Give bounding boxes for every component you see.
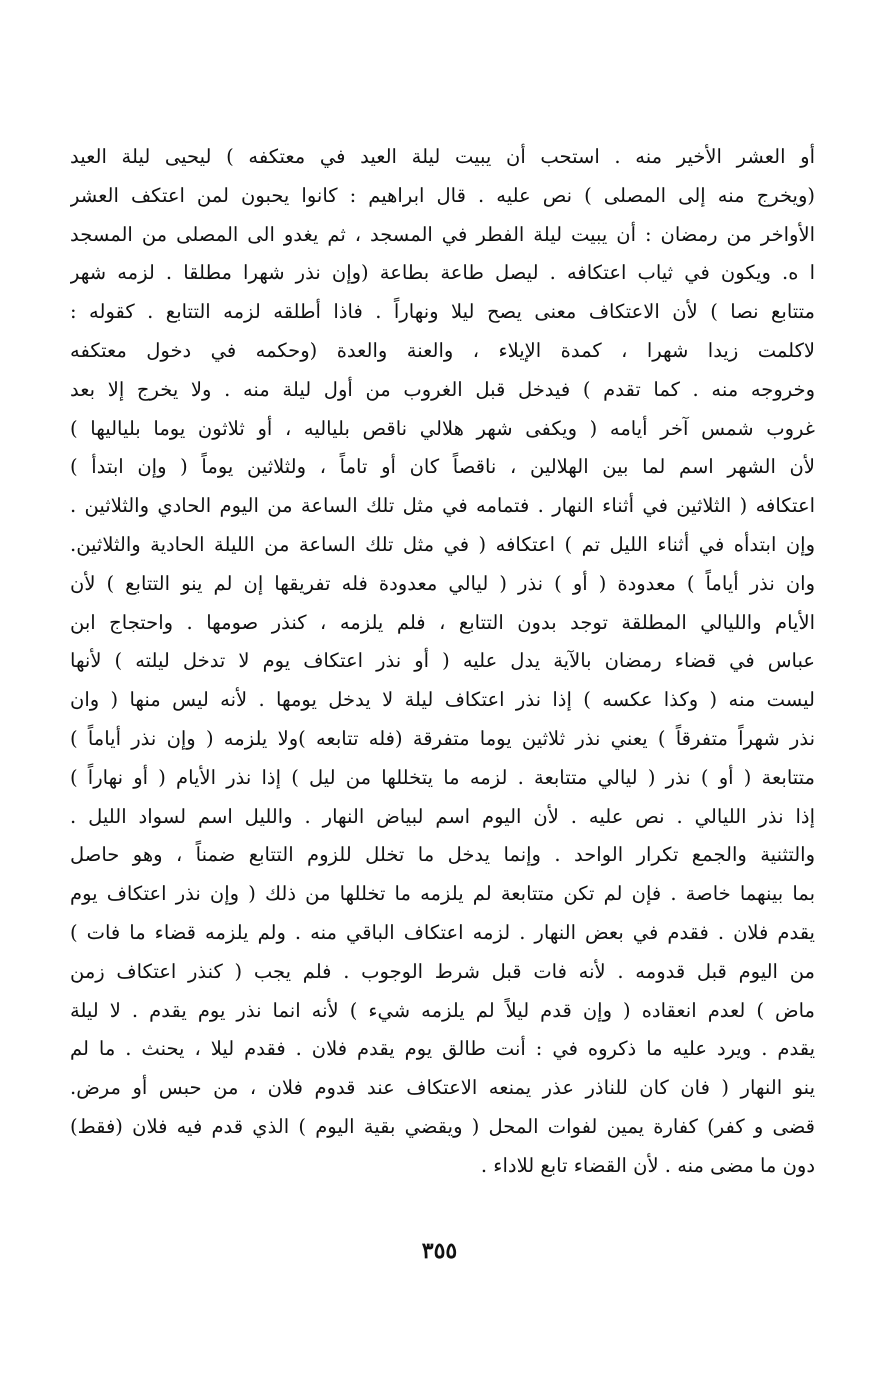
text-line: لاكلمت زيدا شهرا ، كمدة الإيلاء ، والعنة والعدة (وحكمه في دخول معتكفه [70, 338, 815, 362]
text-line: عباس في قضاء رمضان بالآية يدل عليه ( أو نذر اعتكاف يوم لا تدخل ليلته ) لأنها [70, 649, 815, 673]
text-line: والتثنية والجمع تكرار الواحد . وإنما يدخل ما تخلل للزوم التتابع ضمناً ، وهو حاصل [70, 843, 815, 867]
text-line: ينو النهار ( فان كان للناذر عذر يمنعه الاعتكاف عند قدوم فلان ، من حبس أو مرض. [70, 1076, 815, 1100]
text-line: يقدم . ويرد عليه ما ذكروه في : أنت طالق يوم يقدم فلان . فقدم ليلا ، يحنث . ما لم [70, 1037, 815, 1061]
text-line: اعتكافه ( الثلاثين في أثناء النهار . فتمامه في مثل تلك الساعة من اليوم الحادي والثلاثين . [70, 494, 815, 518]
text-line: وإن ابتدأه في أثناء الليل تم ) اعتكافه ( في مثل تلك الساعة من الليلة الحادية والثلاثين. [70, 532, 815, 556]
text-line: من اليوم قبل قدومه . لأنه فات قبل شرط الوجوب . فلم يجب ( كنذر اعتكاف زمن [70, 959, 815, 983]
text-line: أو العشر الأخير منه . استحب أن يبيت ليلة العيد في معتكفه ) ليحيى ليلة العيد [70, 145, 815, 168]
text-line: (ويخرج منه إلى المصلى ) نص عليه . قال ابراهيم : كانوا يحبون لمن اعتكف العشر [70, 183, 815, 207]
text-line: غروب شمس آخر أيامه ( ويكفى شهر هلالي ناقص بلياليه ، أو ثلاثون يوما بلياليها ) [70, 416, 815, 440]
text-line: ماض ) لعدم انعقاده ( وإن قدم ليلاً لم يلزمه شيء ) لأنه انما نذر يوم يقدم . لا ليلة [70, 998, 815, 1022]
text-line: وخروجه منه . كما تقدم ) فيدخل قبل الغروب من أول ليلة منه . ولا يخرج إلا بعد [70, 377, 815, 401]
text-line: لأن الشهر اسم لما بين الهلالين ، ناقصاً كان أو تاماً ، ولثلاثين يوماً ( وإن ابتدأ ) [70, 455, 815, 479]
text-line: متتابع نصا ) لأن الاعتكاف معنى يصح ليلا ونهاراً . فاذا أطلقه لزمه التتابع . كقوله : [70, 300, 815, 324]
text-line: الأواخر من رمضان : أن يبيت ليلة الفطر في المسجد ، ثم يغدو الى المصلى من المسجد [70, 222, 815, 246]
text-line: وان نذر أياماً ) معدودة ( أو ) نذر ( ليالي معدودة فله تفريقها إن لم ينو التتابع ) لأن [70, 571, 815, 595]
text-line: نذر شهراً متفرقاً ) يعني نذر ثلاثين يوما متفرقة (فله تتابعه )ولا يلزمه ( وإن نذر أياماً ) [70, 726, 815, 750]
text-line: يقدم فلان . فقدم في بعض النهار . لزمه اعتكاف الباقي منه . ولم يلزمه قضاء ما فات ) [70, 920, 815, 944]
text-line: ليست منه ( وكذا عكسه ) إذا نذر اعتكاف ليلة لا يدخل يومها . لأنه ليس منها ( وان [70, 688, 815, 712]
text-line: بما بينهما خاصة . فإن لم تكن متتابعة لم يلزمه ما تخللها من ذلك ( وإن نذر اعتكاف يوم [70, 882, 815, 906]
text-line: دون ما مضى منه . لأن القضاء تابع للاداء . [480, 1153, 815, 1177]
page-number: ٣٥٥ [421, 1238, 458, 1264]
text-line: الأيام والليالي المطلقة توجد بدون التتابع ، فلم يلزمه ، كنذر صومها . واحتجاج ابن [70, 610, 815, 634]
text-line: قضى و كفر) كفارة يمين لفوات المحل ( ويقضي بقية اليوم ) الذي قدم فيه فلان (فقط) [70, 1114, 815, 1138]
text-line: إذا نذر الليالي . نص عليه . لأن اليوم اسم لبياض النهار . والليل اسم لسواد الليل . [70, 804, 815, 828]
body-text [70, 138, 815, 1186]
text-line: ا ه. ويكون في ثياب اعتكافه . ليصل طاعة بطاعة (وإن نذر شهرا مطلقا . لزمه شهر [70, 261, 815, 285]
text-line: متتابعة ( أو ) نذر ( ليالي متتابعة . لزمه ما يتخللها من ليل ) إذا نذر الأيام ( أو نهاراً ) [70, 765, 815, 789]
